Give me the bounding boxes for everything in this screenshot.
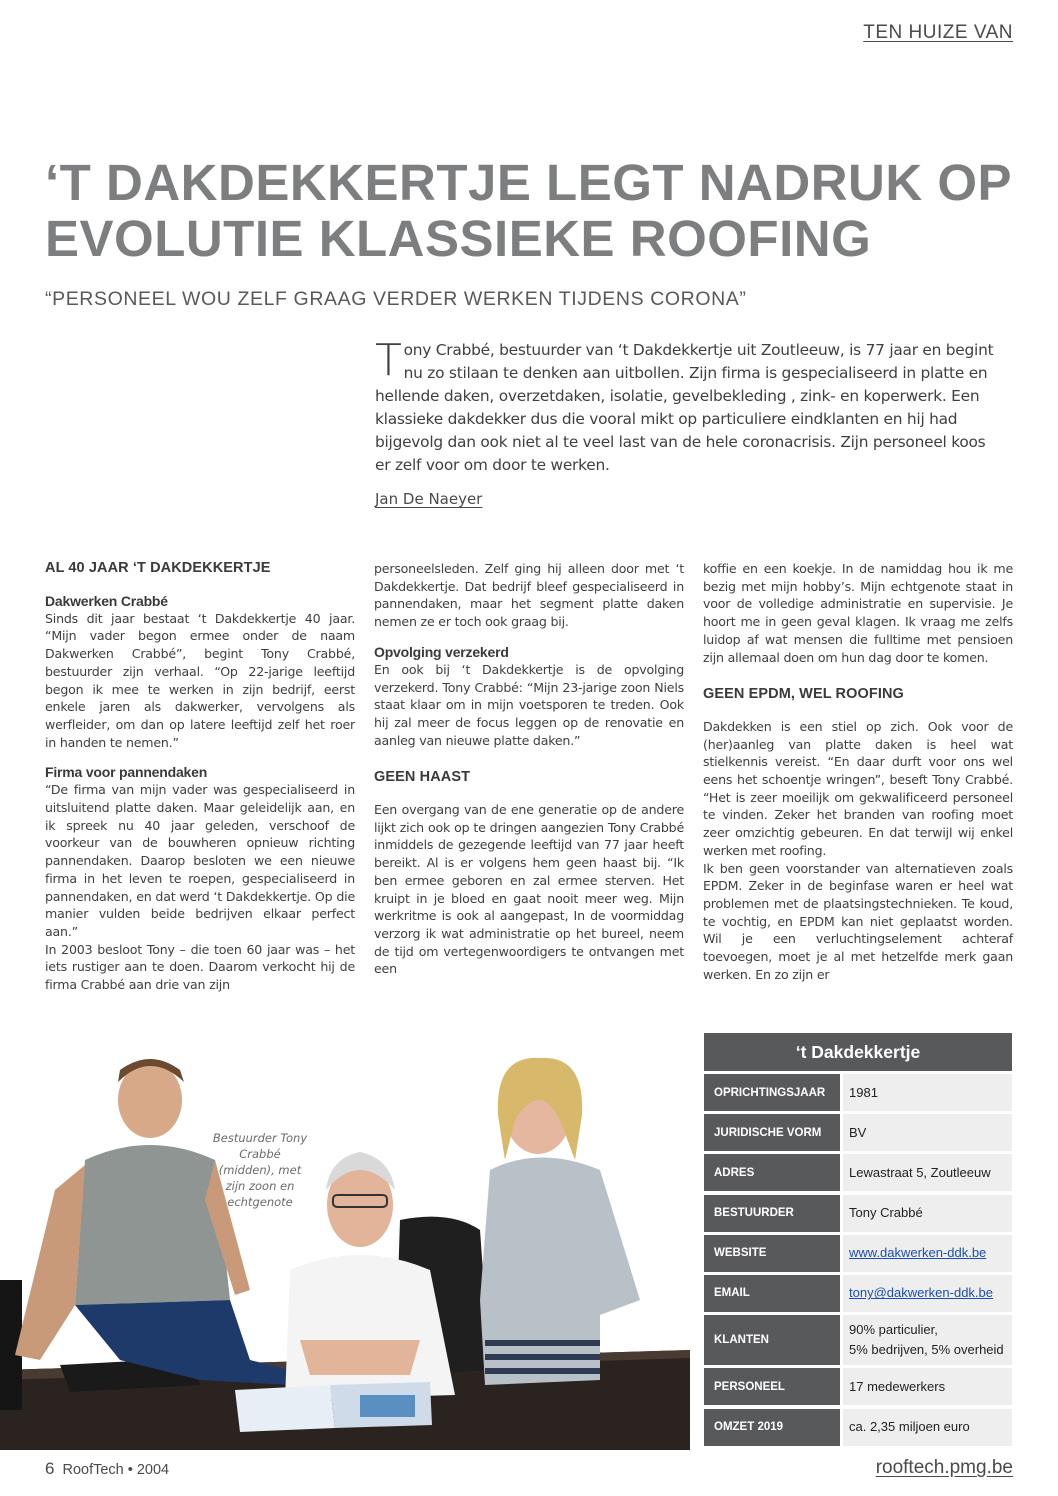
section-tag: TEN HUIZE VAN	[863, 22, 1013, 43]
section-heading: AL 40 JAAR ‘T DAKDEKKERTJE	[45, 560, 271, 576]
factbox-row	[704, 1154, 1012, 1191]
headline-line-2: EVOLUTIE KLASSIEKE ROOFING	[45, 210, 872, 267]
headline	[45, 155, 1025, 267]
subheading: Dakwerken Crabbé	[45, 592, 168, 609]
paragraph: In 2003 besloot Tony – die toen 60 jaar was – het iets rustiger aan te doen. Daarom verkocht hij de firma Crabbé aan drie van zijn	[45, 941, 355, 993]
factbox-key: OPRICHTINGSJAAR	[704, 1074, 840, 1111]
factbox-value: 1981	[843, 1074, 1012, 1111]
factbox-value: 17 medewerkers	[843, 1368, 1012, 1405]
section-heading: GEEN EPDM, WEL ROOFING	[703, 686, 904, 703]
paragraph: koffie en een koekje. In de namiddag hou ik me bezig met mijn hobby’s. Mijn echtgenote staat in voor de volledige administratie en supervisie. Je hoort me in geen geval klagen. Ik vraag me zelfs luidop af wat mensen die fulltime met pensioen zijn allemaal doen om hun dag door te komen.	[703, 561, 1013, 665]
drop-cap: T	[375, 335, 402, 386]
paragraph: Dakdekken is een stiel op zich. Ook voor de (her)aanleg van platte daken is heel wat stielkennis vereist. “En daar durft voor ons wel eens het schoentje wringen”, beseft Tony Crabbé. “Het is zeer moeilijk om gekwalificeerd personeel te vinden. Zeker het branden van roofing moet zeer omzichtig gebeuren. En dat terwijl wij enkel werken met roofing.	[703, 718, 1013, 858]
factbox-value: BV	[843, 1114, 1012, 1151]
article-column-1	[45, 560, 355, 994]
factbox-row	[704, 1315, 1012, 1365]
paragraph: Sinds dit jaar bestaat ‘t Dakdekkertje 40 jaar. “Mijn vader begon ermee onder de naam Dakwerken Crabbé”, begint Tony Crabbé, bestuurder zijn verhaal. “Op 22-jarige leeftijd begon ik mee te werken in zijn bedrijf, eerst enkele jaren als dakwerker, vervolgens als werfleider, om dan op latere leeftijd zelf het roer in handen te nemen.”	[45, 610, 355, 750]
factbox-value-line: 5% bedrijven, 5% overheid	[849, 1342, 1004, 1358]
subheading: Firma voor pannendaken	[45, 764, 208, 781]
factbox-value: Lewastraat 5, Zoutleeuw	[843, 1154, 1012, 1191]
factbox-value	[843, 1275, 1012, 1312]
factbox-value	[843, 1235, 1012, 1272]
publication-name: RoofTech • 2004	[62, 1462, 170, 1478]
factbox-key: EMAIL	[704, 1275, 840, 1312]
factbox-value: ca. 2,35 miljoen euro	[843, 1409, 1012, 1446]
factbox-key: ADRES	[704, 1154, 840, 1191]
portrait-photo	[0, 1040, 690, 1450]
factbox-row	[704, 1275, 1012, 1312]
paragraph: En ook bij ‘t Dakdekkertje is de opvolging verzekerd. Tony Crabbé: “Mijn 23-jarige zoon Niels staat klaar om in mijn voetsporen te treden. Ook hij zal meer de focus leggen op de renovatie en aanleg van nieuwe platte daken.”	[374, 661, 684, 748]
factbox-key: KLANTEN	[704, 1315, 840, 1365]
factbox-row	[704, 1114, 1012, 1151]
factbox-key: WEBSITE	[704, 1235, 840, 1272]
website-link[interactable]: www.dakwerken-ddk.be	[849, 1245, 987, 1261]
article-column-3	[703, 560, 1013, 983]
factbox-value-line: 90% particulier,	[849, 1322, 938, 1338]
paragraph: personeelsleden. Zelf ging hij alleen door met ‘t Dakdekkertje. Dat bedrijf bleef gespecialiseerd in pannendaken, maar het segment platte daken nemen ze er toch ook graag bij.	[374, 561, 684, 630]
factbox-row	[704, 1368, 1012, 1405]
subheading: Opvolging verzekerd	[374, 643, 509, 660]
paragraph: Ik ben geen voorstander van alternatieven zoals EPDM. Zeker in de beginfase waren er heel wat problemen met de plaatsingstechnieken. Te koud, te vochtig, en EPDM kan niet geplaatst worden. Wil je een verluchtingselement achteraf toevoegen, moet je al met hetzelfde merk gaan werken. En zo zijn er	[703, 860, 1013, 982]
photo-caption: Bestuurder Tony Crabbé (midden), met zijn zoon en echtgenote	[212, 1131, 308, 1209]
paragraph: “De firma van mijn vader was gespecialiseerd in uitsluitend platte daken. Maar geleidelijk aan, en ik spreek nu 40 jaar geleden, verschoof de voorkeur van de bouwheren opnieuw richting pannendaken. Daarop besloten we een nieuwe firma in het leven te roepen, gespecialiseerd in pannendaken, en dat werd ‘t Dakdekkertje. Op die manier vulden beide bedrijven elkaar perfect aan.”	[45, 782, 355, 939]
footer-publication	[45, 1459, 169, 1479]
factbox-row	[704, 1195, 1012, 1232]
factbox-value	[843, 1315, 1012, 1365]
intro-text: ony Crabbé, bestuurder van ‘t Dakdekkertje uit Zoutleeuw, is 77 jaar en begint nu zo stilaan te denken aan uitbollen. Zijn firma is gespecialiseerd in platte en hellende daken, overzetdaken, isolatie, gevelbekleding , zink- en koperwerk. Een klassieke dakdekker dus die vooral mikt op particuliere eindklanten en hij had bijgevolg dan ook niet al te veel last van de hele coronacrisis. Zijn personeel koos er zelf voor om door te werken.	[375, 341, 994, 474]
subhead: “PERSONEEL WOU ZELF GRAAG VERDER WERKEN TIJDENS CORONA”	[45, 288, 747, 310]
intro-paragraph	[375, 335, 1003, 477]
factbox-key: OMZET 2019	[704, 1409, 840, 1446]
factbox-row	[704, 1409, 1012, 1446]
site-link[interactable]: rooftech.pmg.be	[875, 1457, 1013, 1478]
factbox-title: ‘t Dakdekkertje	[704, 1033, 1012, 1071]
paragraph: Een overgang van de ene generatie op de andere lijkt zich ook op te dringen aangezien Tony Crabbé inmiddels de gezegende leeftijd van 77 jaar heeft bereikt. Al is er volgens hem geen haast bij. “Ik ben ermee geboren en zal ermee sterven. Het kruipt in je bloed en gaat nooit meer weg. Mijn werkritme is ook al aangepast, In de voormiddag verzorg ik wat administratie op het bureel, neem de tijd om vertegenwoordigers te ontvangen met een	[374, 802, 684, 977]
factbox-key: JURIDISCHE VORM	[704, 1114, 840, 1151]
factbox-key: PERSONEEL	[704, 1368, 840, 1405]
email-link[interactable]: tony@dakwerken-ddk.be	[849, 1285, 993, 1301]
article-column-2	[374, 560, 684, 978]
factbox-key: BESTUURDER	[704, 1195, 840, 1232]
factbox	[704, 1074, 1012, 1449]
page-number: 6	[45, 1459, 55, 1478]
headline-line-1: ‘T DAKDEKKERTJE LEGT NADRUK OP	[45, 154, 1013, 211]
author-link[interactable]: Jan De Naeyer	[375, 490, 483, 508]
section-heading: GEEN HAAST	[374, 769, 471, 786]
factbox-row	[704, 1074, 1012, 1111]
factbox-value: Tony Crabbé	[843, 1195, 1012, 1232]
factbox-row	[704, 1235, 1012, 1272]
